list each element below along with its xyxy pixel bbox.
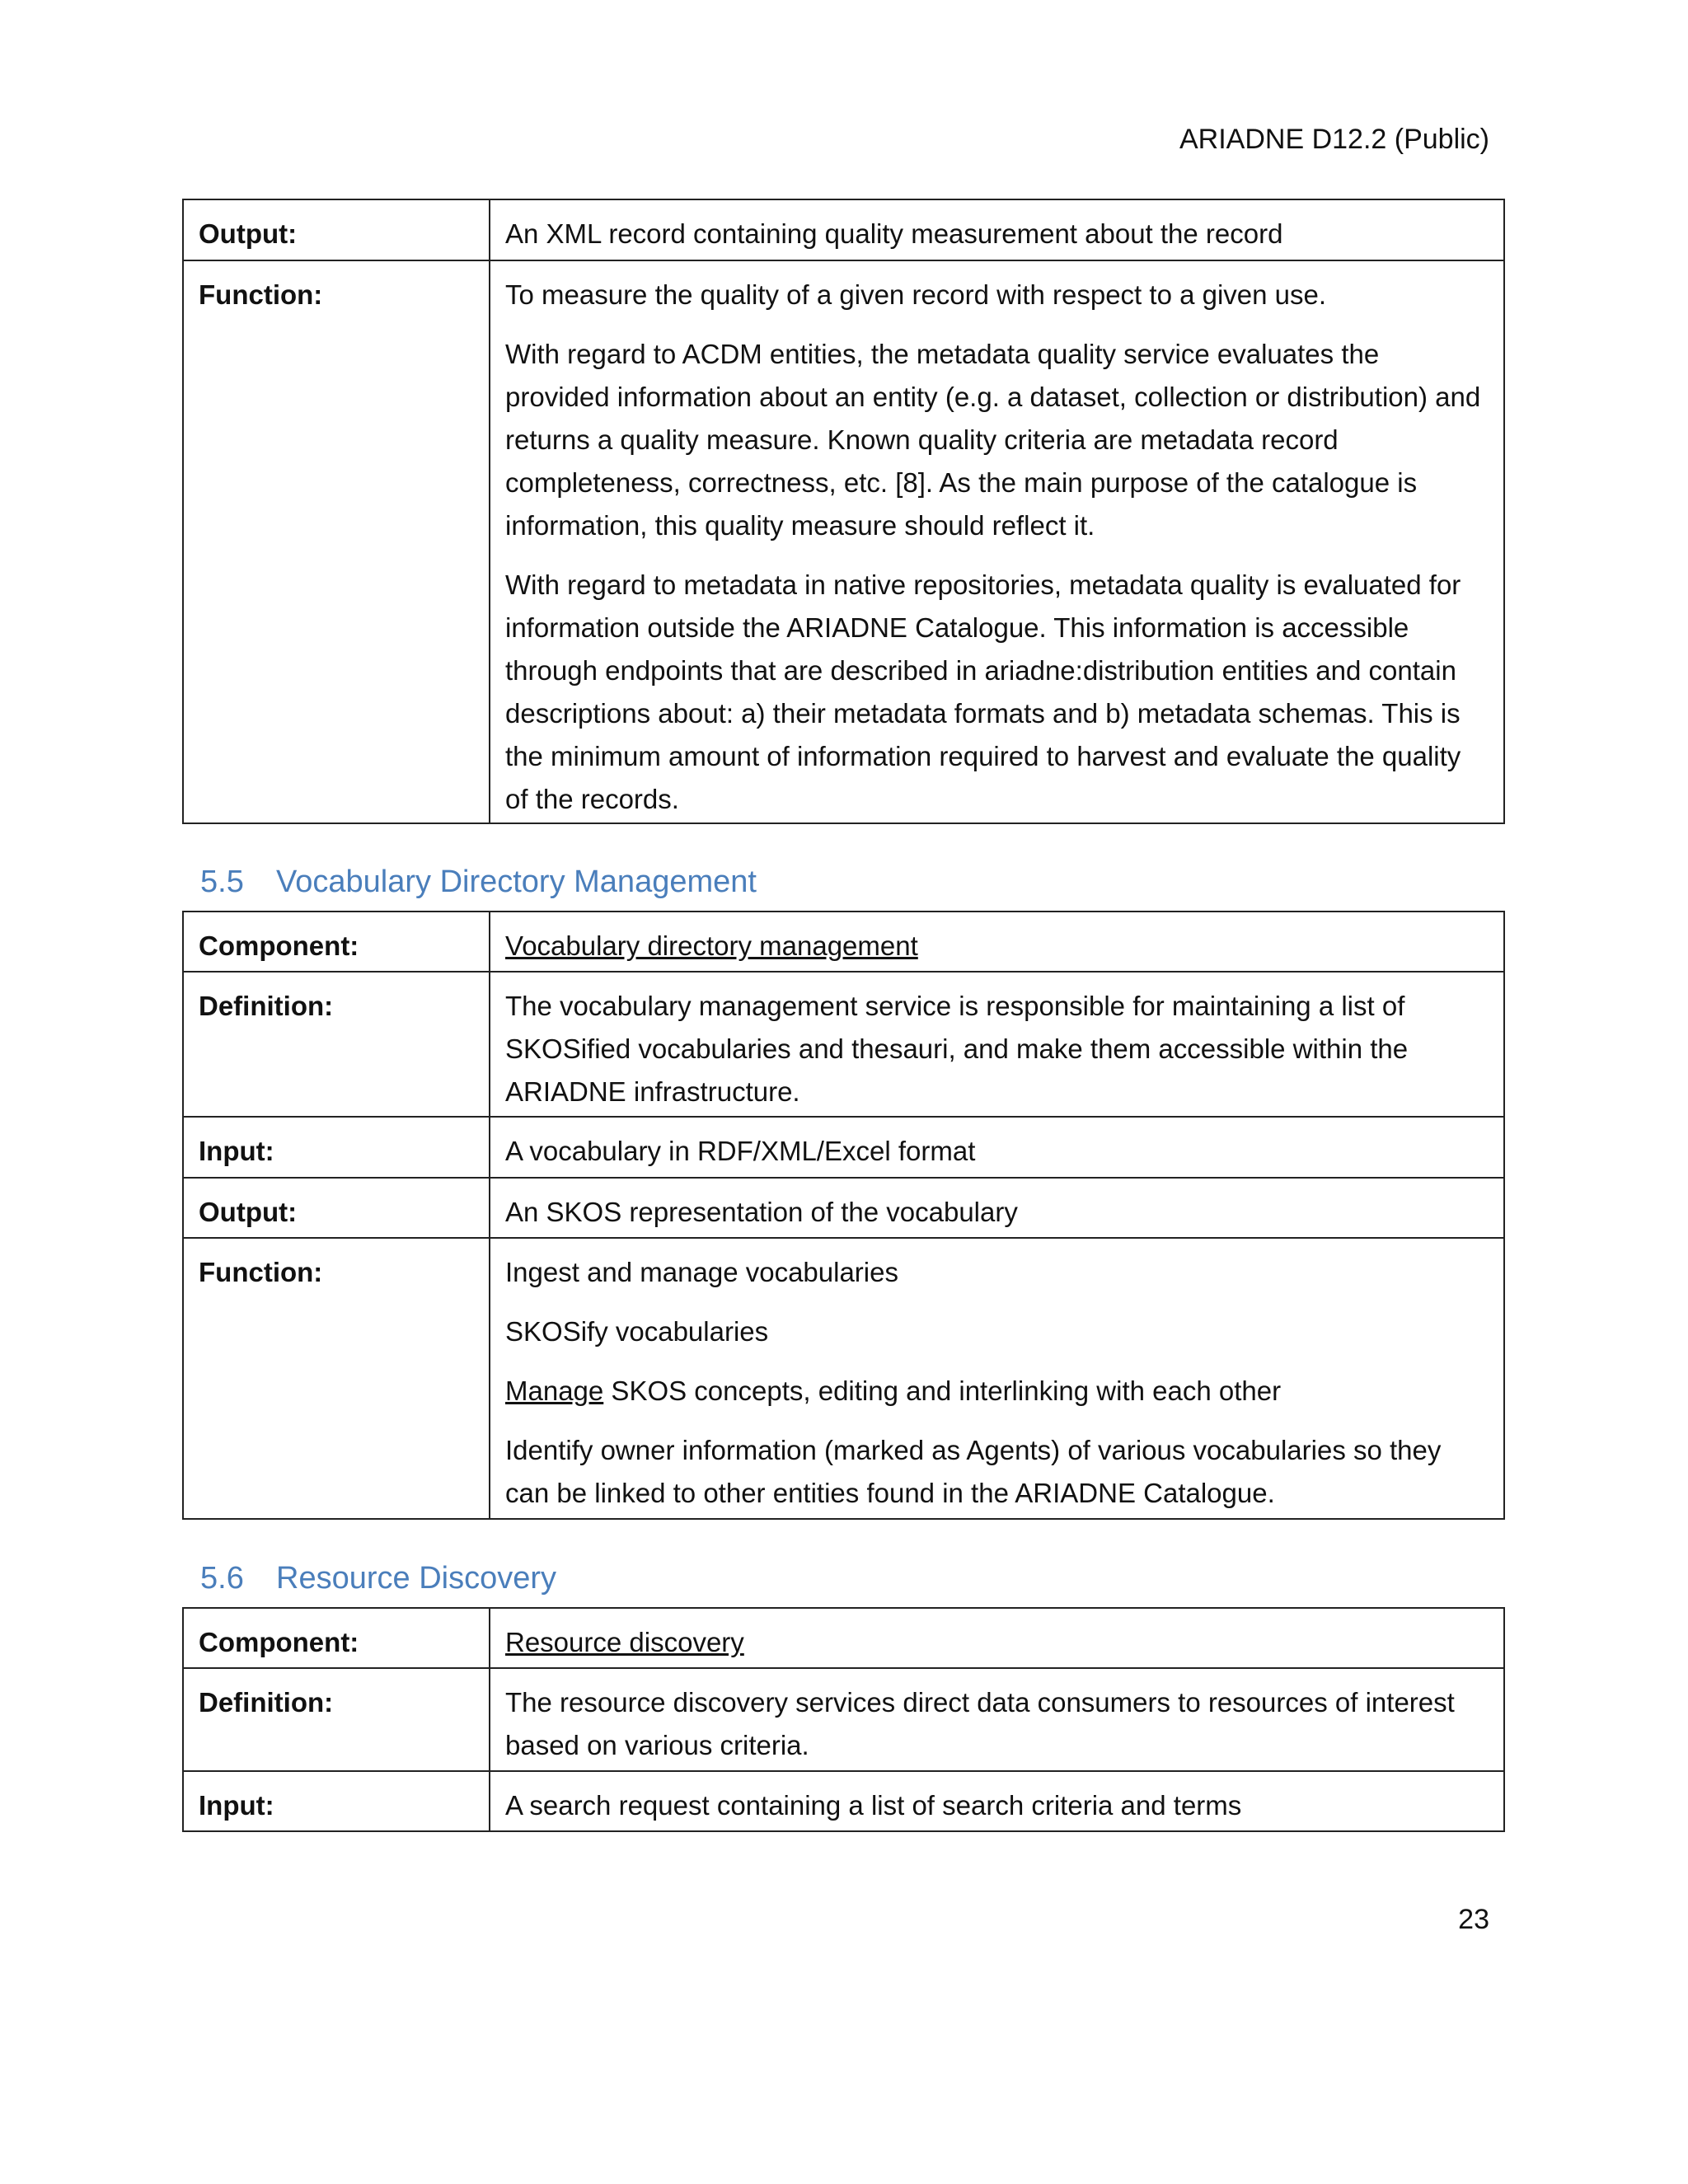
component-label: Component: [183,912,490,972]
table-row [183,972,1504,1117]
output-value: An SKOS representation of the vocabulary [490,1178,1504,1238]
input-value: A vocabulary in RDF/XML/Excel format [490,1117,1504,1178]
section-heading-5-5 [200,865,757,900]
output-label: Output: [183,199,490,260]
table-row [183,1771,1504,1831]
function-item: Identify owner information (marked as Agents) of various vocabularies so they can be linked to other entities found in the ARIADNE Catalogue. [505,1435,1442,1508]
output-value: An XML record containing quality measurement about the record [490,199,1504,260]
function-paragraph: To measure the quality of a given record with respect to a given use. [505,279,1327,310]
vocabulary-management-table [182,911,1505,1520]
table-row [183,1117,1504,1178]
table-row [183,199,1504,260]
section-number: 5.5 [200,865,244,899]
component-link[interactable]: Vocabulary directory management [505,930,918,961]
function-item: Ingest and manage vocabularies [505,1257,898,1287]
function-label: Function: [183,1238,490,1519]
component-cell [490,912,1504,972]
table-row [183,912,1504,972]
resource-discovery-table [182,1607,1505,1832]
function-label: Function: [183,260,490,823]
input-value: A search request containing a list of search criteria and terms [490,1771,1504,1831]
function-item-text: SKOS concepts, editing and interlinking with each other [603,1376,1282,1406]
component-cell [490,1608,1504,1668]
input-label: Input: [183,1117,490,1178]
metadata-quality-table [182,199,1505,824]
definition-value: The vocabulary management service is responsible for maintaining a list of SKOSified vocabularies and thesauri, and make them accessible within the ARIADNE infrastructure. [490,972,1504,1117]
function-paragraph: With regard to metadata in native repositories, metadata quality is evaluated for information outside the ARIADNE Catalogue. This information is accessible through endpoints that are described in ariadne:distribution entities and contain descriptions about: a) their metadata formats and b) metadata schemas. This is the minimum amount of information required to harvest and evaluate the quality of the records. [505,569,1461,814]
table-row [183,260,1504,823]
page-number: 23 [1458,1904,1489,1935]
function-paragraph: With regard to ACDM entities, the metadata quality service evaluates the provided information about an entity (e.g. a dataset, collection or distribution) and returns a quality measure. Known quality criteria are metadata record completeness, correctness, etc. [8]. As the main purpose of the catalogue is information, this quality measure should reflect it. [505,339,1481,541]
section-title: Resource Discovery [276,1561,556,1596]
component-link[interactable]: Resource discovery [505,1627,744,1657]
input-label: Input: [183,1771,490,1831]
table-row [183,1608,1504,1668]
output-label: Output: [183,1178,490,1238]
table-row [183,1238,1504,1519]
function-item [505,1370,1489,1413]
section-heading-5-6 [200,1561,556,1596]
table-row [183,1178,1504,1238]
section-title: Vocabulary Directory Management [276,865,757,899]
section-number: 5.6 [200,1561,244,1596]
definition-label: Definition: [183,1668,490,1771]
manage-link[interactable]: Manage [505,1376,604,1406]
function-value [490,1238,1504,1519]
function-value [490,260,1504,823]
definition-label: Definition: [183,972,490,1117]
definition-value: The resource discovery services direct data consumers to resources of interest based on various criteria. [490,1668,1504,1771]
function-item: SKOSify vocabularies [505,1316,769,1347]
table-row [183,1668,1504,1771]
running-header: ARIADNE D12.2 (Public) [1179,124,1489,155]
component-label: Component: [183,1608,490,1668]
